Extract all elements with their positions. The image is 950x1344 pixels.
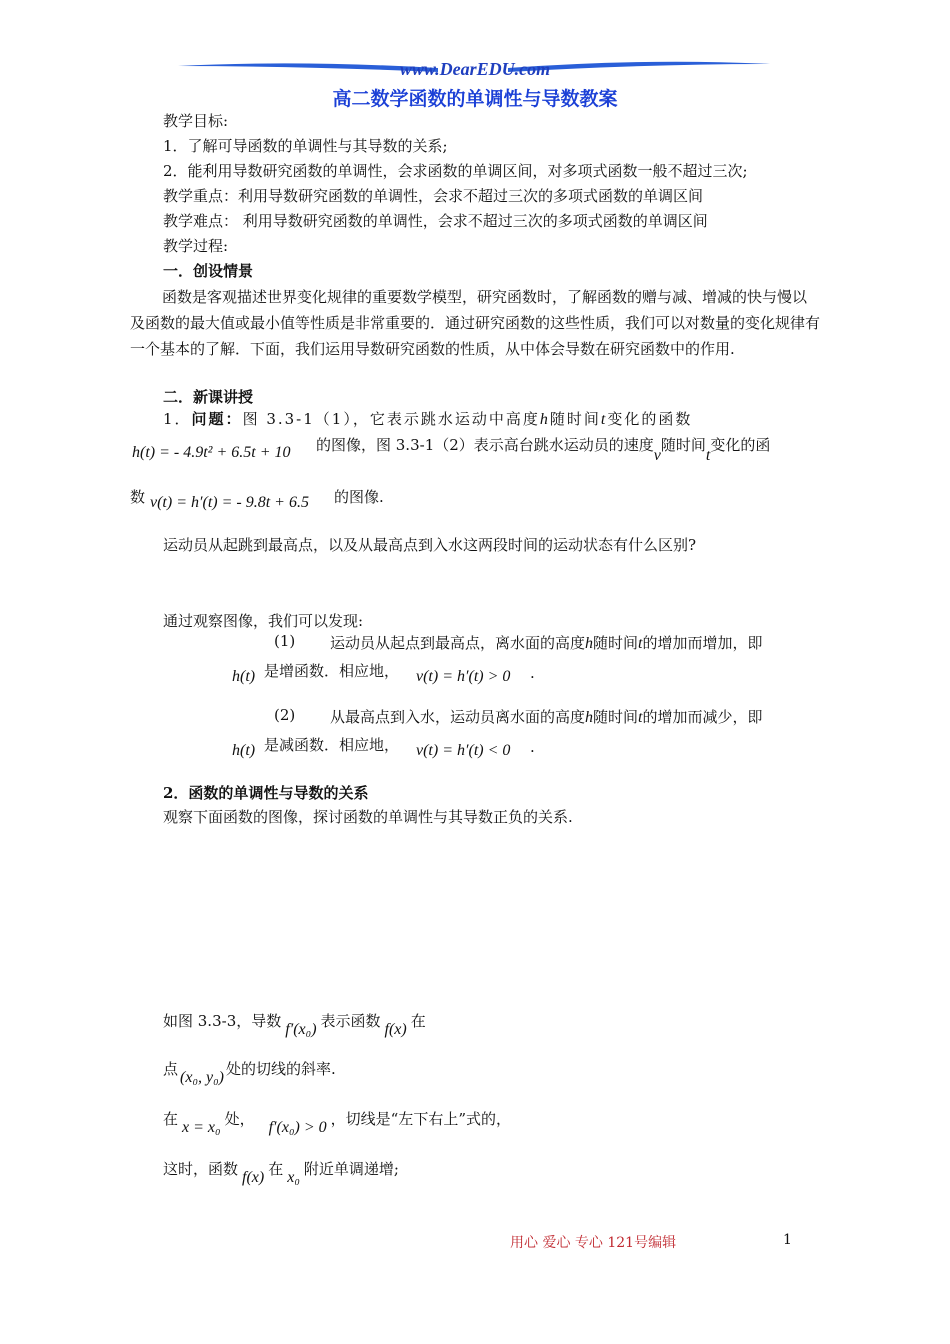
observe-intro: 通过观察图像，我们可以发现: xyxy=(163,612,364,630)
formula-velocity: v(t) = h′(t) = - 9.8t + 6.5 xyxy=(150,494,309,511)
observation-1-line-2: 是增函数．相应地， xyxy=(264,662,400,680)
section-heading-3: 2．函数的单调性与导数的关系 xyxy=(163,784,369,802)
function-expr: f(x) xyxy=(242,1169,265,1186)
text: 在 xyxy=(410,1012,426,1030)
text: 处， xyxy=(224,1110,255,1128)
goal-item-1: 1．了解可导函数的单调性与其导数的关系; xyxy=(163,137,448,155)
text: 表示函数 xyxy=(320,1012,381,1030)
problem-label: 问题： xyxy=(191,410,243,428)
problem-line-2 xyxy=(316,434,771,464)
footer-text: 用心 爱心 专心 121号编辑 xyxy=(510,1235,677,1251)
problem-text: 图 3.3-1（1），它表示跳水运动中高度 xyxy=(242,410,540,428)
var-t: t xyxy=(705,447,711,464)
point-expr: (x₀, y₀) xyxy=(180,1069,224,1086)
text: 在 xyxy=(163,1110,179,1128)
goal-item-2: 2．能利用导数研究函数的单调性，会求函数的单调区间，对多项式函数一般不超过三次; xyxy=(163,162,748,180)
ht-expr: h(t) xyxy=(232,742,256,759)
equation-expr: x = x₀ xyxy=(182,1119,221,1136)
text: 处的切线的斜率. xyxy=(226,1060,336,1078)
key-point: 教学重点：利用导数研究函数的单调性，会求不超过三次的多项式函数的单调区间 xyxy=(163,187,704,205)
observation-1-number: (1) xyxy=(274,632,296,650)
x0-expr: x₀ xyxy=(287,1169,300,1186)
site-logo: www.DearEDU.com xyxy=(399,59,551,79)
problem-text: 随时间 xyxy=(660,436,706,454)
problem-text: 随时间 xyxy=(549,410,601,428)
period: . xyxy=(530,664,535,682)
paragraph-derivative xyxy=(163,1010,426,1038)
problem-line-1 xyxy=(163,408,820,429)
observation-text: 从最高点到入水，运动员离水面的高度 xyxy=(330,708,586,726)
derivative-expr: f′(x₀) xyxy=(285,1021,317,1038)
text: 在 xyxy=(268,1160,284,1178)
text: 点 xyxy=(163,1060,179,1078)
formula-v-positive: v(t) = h′(t) > 0 xyxy=(416,668,511,685)
paragraph-point xyxy=(163,1058,336,1086)
formula-height: h(t) = - 4.9t² + 6.5t + 10 xyxy=(132,444,291,461)
paragraph-tangent xyxy=(163,1108,511,1136)
text: 这时，函数 xyxy=(163,1160,239,1178)
section-heading-2: 二．新课讲授 xyxy=(163,388,254,406)
section-heading-1: 一．创设情景 xyxy=(163,262,254,280)
observation-1-text xyxy=(330,632,763,653)
var-v: v xyxy=(653,447,661,464)
text: ，切线是“左下右上”式的， xyxy=(330,1110,511,1128)
problem-text: 变化的函 xyxy=(710,436,771,454)
observation-2-number: (2) xyxy=(274,706,296,724)
problem-text: 变化的函数 xyxy=(607,410,693,428)
process-label: 教学过程: xyxy=(163,237,229,255)
var-t: t xyxy=(600,411,608,428)
text: 附近单调递增; xyxy=(303,1160,399,1178)
period: . xyxy=(530,738,535,756)
inequality-expr: f′(x₀) > 0 xyxy=(268,1119,327,1136)
problem-line-3-suffix: 的图像. xyxy=(334,488,384,506)
observation-text: 的增加而减少，即 xyxy=(642,708,763,726)
problem-text: 的图像，图 3.3-1（2）表示高台跳水运动员的速度 xyxy=(316,436,654,454)
var-h: h xyxy=(585,709,594,726)
page-number: 1 xyxy=(783,1232,792,1248)
problem-line-3-prefix: 数 xyxy=(130,488,146,506)
question: 运动员从起跳到最高点，以及从最高点到入水这两段时间的运动状态有什么区别? xyxy=(163,536,697,554)
function-expr: f(x) xyxy=(384,1021,407,1038)
problem-number: 1． xyxy=(163,410,192,428)
difficulty: 教学难点： 利用导数研究函数的单调性，会求不超过三次的多项式函数的单调区间 xyxy=(163,212,708,230)
var-t: t xyxy=(638,635,643,652)
observation-text: 随时间 xyxy=(593,708,639,726)
paragraph-increasing xyxy=(163,1158,399,1186)
var-h: h xyxy=(585,635,594,652)
observation-text: 随时间 xyxy=(593,634,639,652)
observation-text: 的增加而增加，即 xyxy=(642,634,763,652)
text: 如图 3.3-3，导数 xyxy=(163,1012,282,1030)
ht-expr: h(t) xyxy=(232,668,256,685)
observation-2-line-2: 是减函数．相应地， xyxy=(264,736,400,754)
var-h: h xyxy=(539,411,550,428)
goals-label: 教学目标: xyxy=(163,112,229,130)
page-title: 高二数学函数的单调性与导数教案 xyxy=(332,88,618,110)
observation-2-text xyxy=(330,706,763,727)
formula-v-negative: v(t) = h′(t) < 0 xyxy=(416,742,511,759)
var-t: t xyxy=(638,709,643,726)
section-1-body: 函数是客观描述世界变化规律的重要数学模型，研究函数时，了解函数的赠与减、增减的快与慢以及函数的最大值或最小值等性质是非常重要的．通过研究函数的这些性质，我们可以对数量的变化规律有一个基本的了解．下面，我们运用导数研究函数的性质，从中体会导数在研究函数中的作用. xyxy=(130,288,821,358)
section-3-intro: 观察下面函数的图像，探讨函数的单调性与其导数正负的关系. xyxy=(163,808,573,826)
observation-text: 运动员从起点到最高点，离水面的高度 xyxy=(330,634,586,652)
